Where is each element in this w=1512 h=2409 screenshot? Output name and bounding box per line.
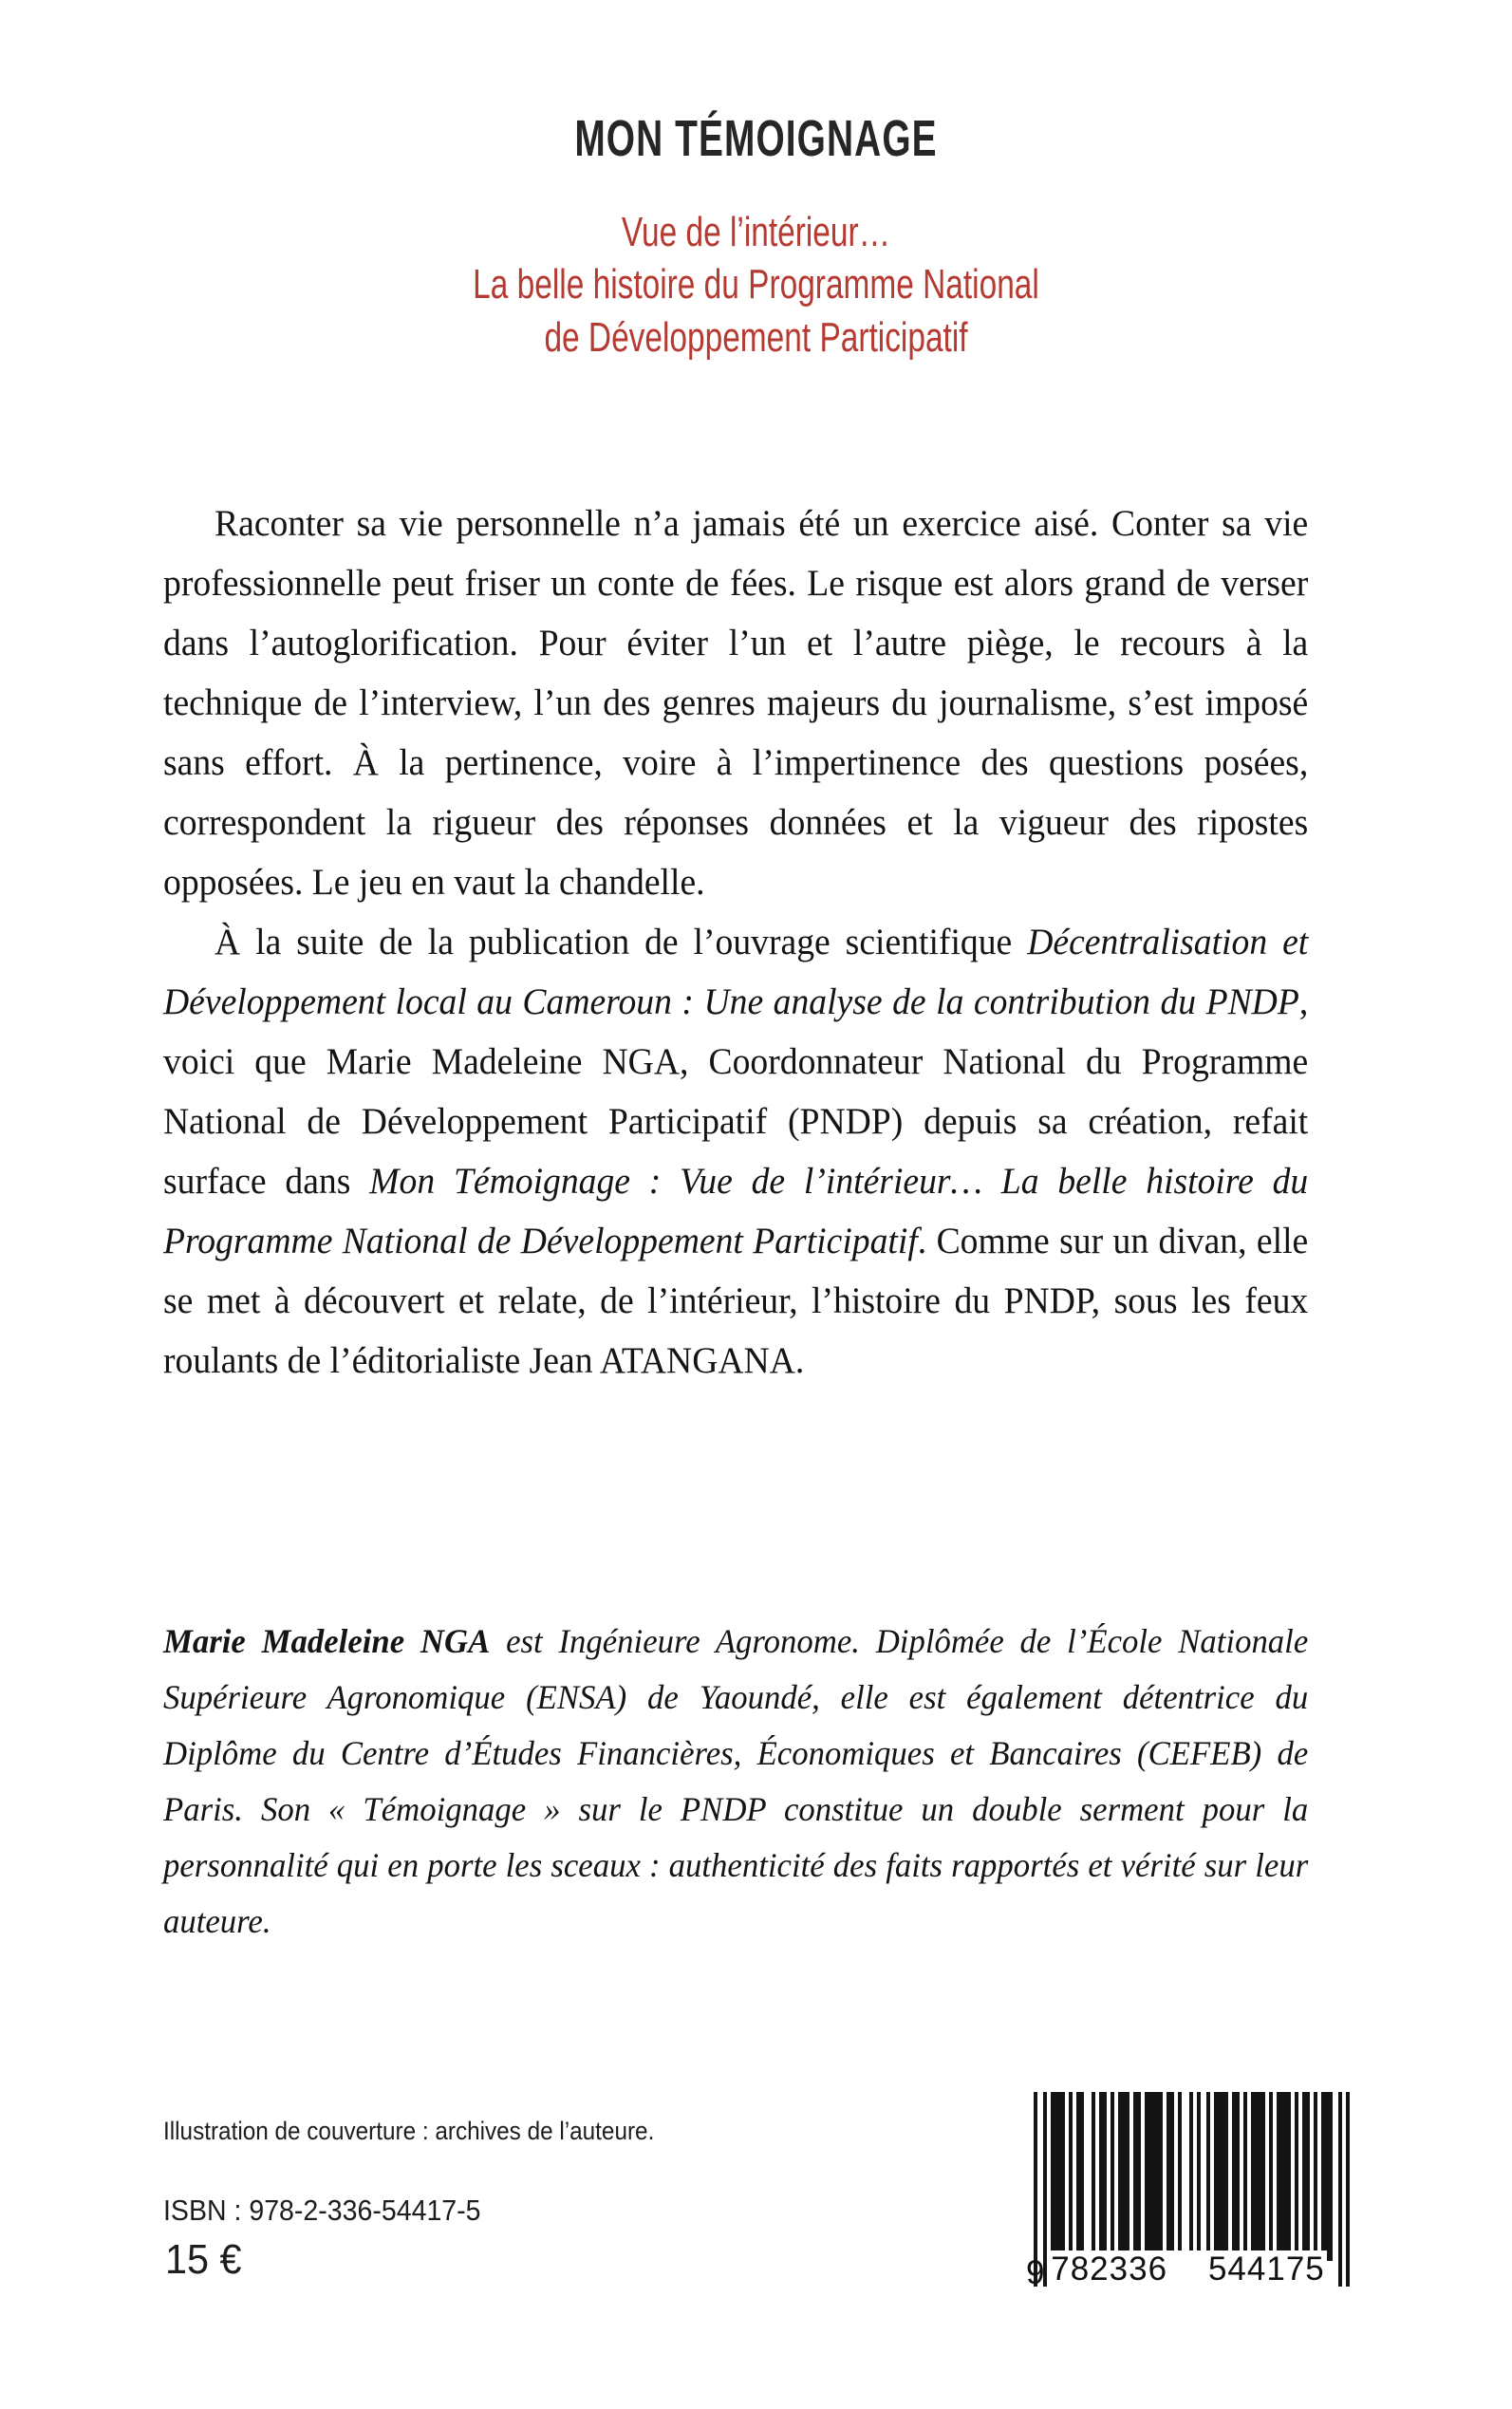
barcode-digits-row: [1024, 2250, 1352, 2291]
subtitle-line-1: Vue de l’intérieur…: [621, 208, 891, 255]
barcode: [1024, 2092, 1352, 2291]
referenced-work-title: Décentralisation et Développement local au Cameroun : Une analyse de la contribution du PNDP: [163, 922, 1309, 1022]
cover-header: [0, 112, 1512, 364]
subtitle-line-2: La belle histoire du Programme National: [473, 261, 1039, 308]
blurb-p2-part-2: , voici que Marie Madeleine NGA, Coordonnateur National du Programme National de Développement Participatif (PNDP) depuis sa création, refait surface dans: [163, 981, 1309, 1202]
this-book-title: Mon Témoignage : Vue de l’intérieur… La belle histoire du Programme National de Développement Participatif: [163, 1161, 1309, 1261]
cover-illustration-credit: Illustration de couverture : archives de l’auteure.: [163, 2117, 655, 2145]
barcode-digits-group-2: 544175: [1207, 2250, 1325, 2288]
author-bio: [163, 1614, 1308, 1950]
author-name: Marie Madeleine NGA: [163, 1622, 491, 1660]
barcode-digits-group-1: 782336: [1051, 2250, 1168, 2288]
blurb-paragraph-2: [163, 912, 1308, 1391]
blurb-text: [163, 494, 1350, 1391]
subtitle-block: [0, 206, 1512, 364]
isbn-text: ISBN : 978-2-336-54417-5: [163, 2194, 481, 2227]
subtitle-line-3: de Développement Participatif: [544, 313, 968, 361]
page-title: MON TÉMOIGNAGE: [574, 110, 938, 167]
author-bio-text: est Ingénieure Agronome. Diplômée de l’École Nationale Supérieure Agronomique (ENSA) de Yaoundé, elle est également détentrice du Diplôme du Centre d’Études Financières, Économiques et Bancaires (CEFEB) de Paris. Son « Témoignage » sur le PNDP constitue un double serment pour la personnalité qui en porte les sceaux : authenticité des faits rapportés et vérité sur leur auteure.: [163, 1622, 1309, 1940]
price-text: 15 €: [165, 2236, 242, 2283]
blurb-paragraph-1: Raconter sa vie personnelle n’a jamais été un exercice aisé. Conter sa vie professionnelle peut friser un conte de fées. Le risque est alors grand de verser dans l’autoglorification. Pour éviter l’un et l’autre piège, le recours à la technique de l’interview, l’un des genres majeurs du journalisme, s’est imposé sans effort. À la pertinence, voire à l’impertinence des questions posées, correspondent la rigueur des réponses données et la vigueur des ripostes opposées. Le jeu en vaut la chandelle.: [163, 503, 1309, 903]
barcode-digits: [1049, 2250, 1327, 2288]
barcode-digit-left: 9: [1026, 2254, 1045, 2291]
cover-footer: [163, 2067, 1350, 2409]
blurb-p2-part-1: À la suite de la publication de l’ouvrage scientifique: [215, 922, 1028, 962]
blurb-p2-part-3: . Comme sur un divan, elle se met à découvert et relate, de l’intérieur, l’histoire du PNDP, sous les feux roulants de l’éditorialiste Jean ATANGANA.: [163, 1221, 1309, 1381]
